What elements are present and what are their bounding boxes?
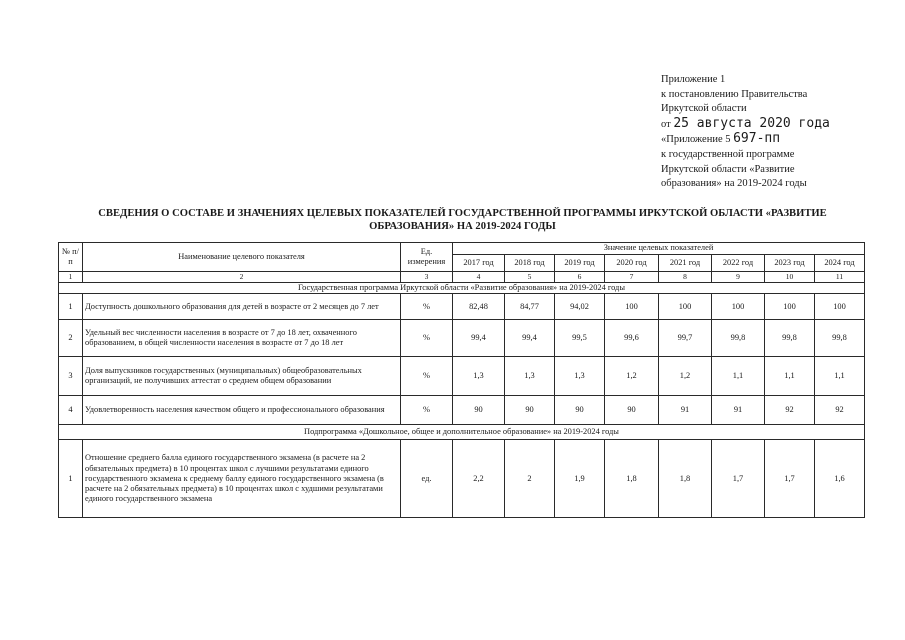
handwritten-date: 25 августа 2020 года bbox=[673, 115, 830, 131]
indicator-unit: % bbox=[401, 320, 453, 357]
table-row bbox=[59, 440, 865, 518]
table-row bbox=[59, 320, 865, 357]
value-cell: 90 bbox=[453, 396, 505, 425]
indicator-name: Доступность дошкольного образования для детей в возрасте от 2 месяцев до 7 лет bbox=[83, 294, 401, 320]
value-cell: 99,5 bbox=[555, 320, 605, 357]
column-number: 8 bbox=[659, 272, 712, 283]
column-number: 2 bbox=[83, 272, 401, 283]
value-cell: 1,6 bbox=[815, 440, 865, 518]
indicator-unit: % bbox=[401, 396, 453, 425]
column-number: 11 bbox=[815, 272, 865, 283]
row-num: 4 bbox=[59, 396, 83, 425]
column-number-row bbox=[59, 272, 865, 283]
value-cell: 91 bbox=[659, 396, 712, 425]
section-heading: Государственная программа Иркутской области «Развитие образования» на 2019-2024 годы bbox=[59, 283, 865, 294]
value-cell: 92 bbox=[765, 396, 815, 425]
header-year: 2021 год bbox=[659, 255, 712, 272]
value-cell: 1,8 bbox=[659, 440, 712, 518]
indicator-unit: % bbox=[401, 357, 453, 396]
indicator-name: Удельный вес численности населения в возрасте от 7 до 18 лет, охваченного образованием, в общей численности населения в возрасте от 7 до 18 лет bbox=[83, 320, 401, 357]
appendix-date-line bbox=[661, 117, 861, 133]
value-cell: 1,7 bbox=[712, 440, 765, 518]
value-cell: 94,02 bbox=[555, 294, 605, 320]
value-cell: 90 bbox=[505, 396, 555, 425]
value-cell: 1,1 bbox=[765, 357, 815, 396]
value-cell: 90 bbox=[605, 396, 659, 425]
value-cell: 100 bbox=[815, 294, 865, 320]
appendix-line: Иркутской области bbox=[661, 103, 747, 115]
appendix-line: образования» на 2019-2024 годы bbox=[661, 178, 807, 190]
value-cell: 1,3 bbox=[453, 357, 505, 396]
row-num: 1 bbox=[59, 294, 83, 320]
value-cell: 99,8 bbox=[712, 320, 765, 357]
value-cell: 2,2 bbox=[453, 440, 505, 518]
value-cell: 1,9 bbox=[555, 440, 605, 518]
header-year: 2020 год bbox=[605, 255, 659, 272]
value-cell: 99,8 bbox=[815, 320, 865, 357]
header-year: 2022 год bbox=[712, 255, 765, 272]
appendix-block bbox=[661, 73, 861, 192]
value-cell: 99,7 bbox=[659, 320, 712, 357]
row-num: 2 bbox=[59, 320, 83, 357]
column-number: 6 bbox=[555, 272, 605, 283]
table-row bbox=[59, 396, 865, 425]
appendix-line: Приложение 1 bbox=[661, 74, 726, 85]
value-cell: 99,4 bbox=[505, 320, 555, 357]
value-cell: 1,1 bbox=[712, 357, 765, 396]
indicator-name: Доля выпускников государственных (муниципальных) общеобразовательных организаций, не получивших аттестат о среднем общем образовании bbox=[83, 357, 401, 396]
value-cell: 1,1 bbox=[815, 357, 865, 396]
header-year: 2024 год bbox=[815, 255, 865, 272]
header-name: Наименование целевого показателя bbox=[83, 243, 401, 272]
value-cell: 100 bbox=[712, 294, 765, 320]
column-number: 5 bbox=[505, 272, 555, 283]
column-number: 4 bbox=[453, 272, 505, 283]
header-year: 2019 год bbox=[555, 255, 605, 272]
header-year: 2023 год bbox=[765, 255, 815, 272]
value-cell: 1,8 bbox=[605, 440, 659, 518]
column-number: 10 bbox=[765, 272, 815, 283]
value-cell: 100 bbox=[605, 294, 659, 320]
value-cell: 1,3 bbox=[505, 357, 555, 396]
value-cell: 2 bbox=[505, 440, 555, 518]
indicator-unit: % bbox=[401, 294, 453, 320]
value-cell: 99,4 bbox=[453, 320, 505, 357]
handwritten-number: 697-пп bbox=[733, 131, 781, 147]
row-num: 3 bbox=[59, 357, 83, 396]
indicator-name: Отношение среднего балла единого государственного экзамена (в расчете на 2 обязательных предмета) в 10 процентах школ с лучшими результатами единого государственного экзамена к среднему баллу единого государственного экзамена (в расчете на 2 обязательных предмета) в 10 процентах школ с худшими результатами единого государственного экзамена bbox=[83, 440, 401, 518]
header-year: 2018 год bbox=[505, 255, 555, 272]
appendix-line: к постановлению Правительства bbox=[661, 88, 808, 100]
value-cell: 100 bbox=[659, 294, 712, 320]
table-row bbox=[59, 357, 865, 396]
header-num: № п/п bbox=[59, 243, 83, 272]
value-cell: 1,2 bbox=[659, 357, 712, 396]
appendix-line: Иркутской области «Развитие bbox=[661, 163, 795, 175]
column-number: 1 bbox=[59, 272, 83, 283]
column-number: 9 bbox=[712, 272, 765, 283]
date-prefix: от bbox=[661, 118, 671, 130]
value-cell: 99,6 bbox=[605, 320, 659, 357]
value-cell: 99,8 bbox=[765, 320, 815, 357]
value-cell: 92 bbox=[815, 396, 865, 425]
indicators-table bbox=[58, 242, 865, 518]
value-cell: 1,7 bbox=[765, 440, 815, 518]
document-title: СВЕДЕНИЯ О СОСТАВЕ И ЗНАЧЕНИЯХ ЦЕЛЕВЫХ ПОКАЗАТЕЛЕЙ ГОСУДАРСТВЕННОЙ ПРОГРАММЫ ИРКУТСКОЙ ОБЛАСТИ «РАЗВИТИЕ ОБРАЗОВАНИЯ» НА 2019-2024 ГОДЫ bbox=[98, 208, 827, 232]
appendix-number-line bbox=[661, 132, 861, 148]
header-year: 2017 год bbox=[453, 255, 505, 272]
column-number: 7 bbox=[605, 272, 659, 283]
value-cell: 1,3 bbox=[555, 357, 605, 396]
value-cell: 90 bbox=[555, 396, 605, 425]
appendix-line: к государственной программе bbox=[661, 148, 795, 160]
value-cell: 1,2 bbox=[605, 357, 659, 396]
value-cell: 84,77 bbox=[505, 294, 555, 320]
header-unit: Ед. измерения bbox=[401, 243, 453, 272]
row-num: 1 bbox=[59, 440, 83, 518]
value-cell: 91 bbox=[712, 396, 765, 425]
value-cell: 82,48 bbox=[453, 294, 505, 320]
value-cell: 100 bbox=[765, 294, 815, 320]
header-values-group: Значение целевых показателей bbox=[453, 243, 865, 255]
indicator-unit: ед. bbox=[401, 440, 453, 518]
section-heading: Подпрограмма «Дошкольное, общее и дополнительное образование» на 2019-2024 годы bbox=[59, 425, 865, 440]
indicator-name: Удовлетворенность населения качеством общего и профессионального образования bbox=[83, 396, 401, 425]
column-number: 3 bbox=[401, 272, 453, 283]
table-row bbox=[59, 294, 865, 320]
appendix-prefix: «Приложение 5 bbox=[661, 134, 731, 146]
